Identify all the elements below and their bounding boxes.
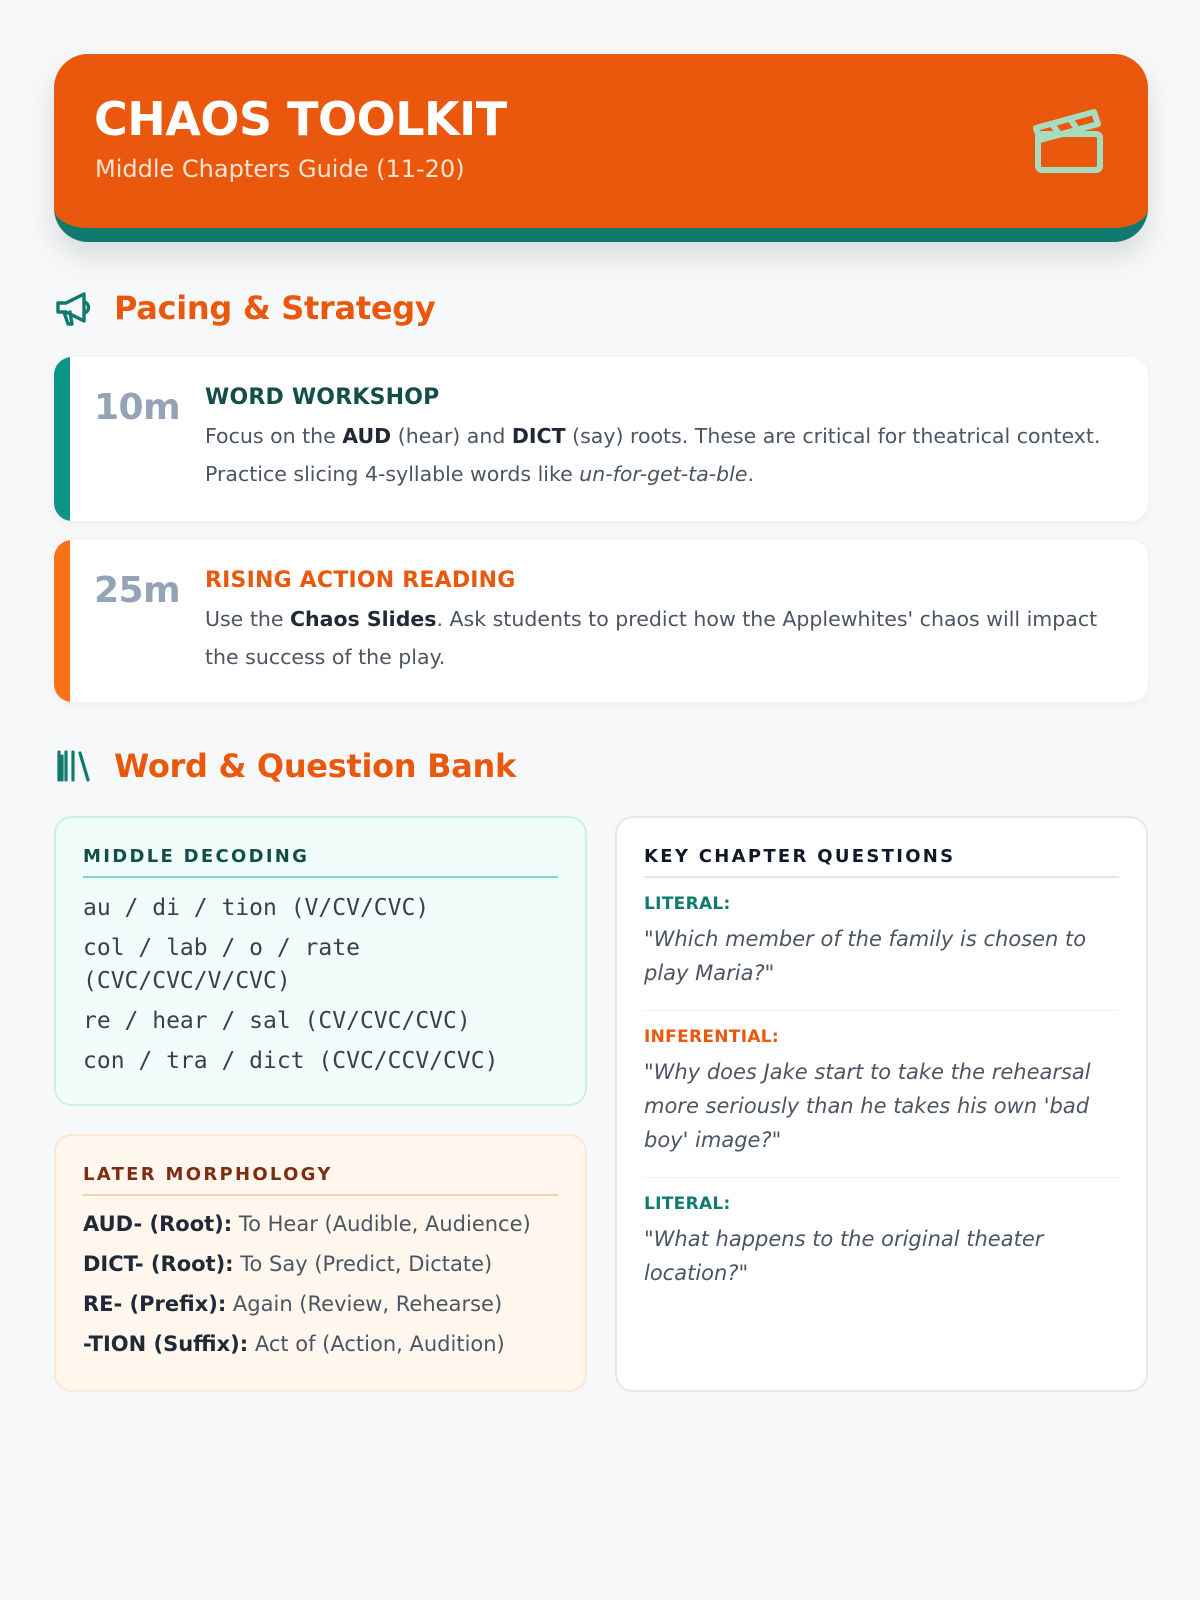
morphology-item: AUD- (Root): To Hear (Audible, Audience) [83, 1212, 531, 1236]
decoding-item: au / di / tion (V/CV/CVC) [83, 895, 430, 921]
pacing-label: WORD WORKSHOP [205, 385, 440, 410]
question-text: "Why does Jake start to take the rehearsal more seriously than he takes his own 'bad boy' image?" [644, 1060, 1091, 1152]
morphology-item: -TION (Suffix): Act of (Action, Audition) [83, 1332, 505, 1356]
bank-heading [54, 744, 516, 788]
pacing-time: 25m [94, 570, 181, 611]
box-title: MIDDLE DECODING [83, 846, 558, 878]
page-subtitle: Middle Chapters Guide (11-20) [95, 155, 465, 183]
bank-heading-text: Word & Question Bank [114, 747, 516, 785]
question-type: LITERAL: [644, 1194, 731, 1214]
key-chapter-questions-box [615, 816, 1148, 1392]
morphology-item: RE- (Prefix): Again (Review, Rehearse) [83, 1292, 503, 1316]
header-banner [54, 54, 1148, 242]
question-text: "Which member of the family is chosen to play Maria?" [644, 927, 1087, 985]
box-title: KEY CHAPTER QUESTIONS [644, 846, 1119, 878]
question-type: LITERAL: [644, 894, 731, 914]
pacing-time: 10m [94, 387, 181, 428]
pacing-heading-text: Pacing & Strategy [114, 289, 436, 327]
decoding-item: col / lab / o / rate (CVC/CVC/V/CVC) [83, 935, 360, 994]
middle-decoding-box [54, 816, 587, 1106]
pacing-body: Focus on the AUD (hear) and DICT (say) roots. These are critical for theatrical context. Practice slicing 4-syllable words like un-for-get-ta-ble. [205, 424, 1101, 486]
decoding-item: re / hear / sal (CV/CVC/CVC) [83, 1008, 471, 1034]
question-text: "What happens to the original theater location?" [644, 1227, 1044, 1285]
question-item [644, 1178, 1119, 1310]
pacing-body: Use the Chaos Slides. Ask students to predict how the Applewhites' chaos will impact the success of the play. [205, 607, 1098, 669]
page-title: CHAOS TOOLKIT [94, 92, 507, 146]
pacing-card-accent-bar [54, 540, 70, 702]
box-title: LATER MORPHOLOGY [83, 1164, 558, 1196]
question-item [644, 878, 1119, 1011]
later-morphology-box [54, 1134, 587, 1392]
decoding-item: con / tra / dict (CVC/CCV/CVC) [83, 1048, 499, 1074]
pacing-label: RISING ACTION READING [205, 568, 516, 593]
question-type: INFERENTIAL: [644, 1027, 780, 1047]
books-icon [54, 746, 94, 786]
pacing-card-rising-action [54, 540, 1148, 702]
decoding-list [83, 892, 558, 1078]
morphology-item: DICT- (Root): To Say (Predict, Dictate) [83, 1252, 493, 1276]
question-item [644, 1011, 1119, 1178]
morphology-list [83, 1209, 558, 1359]
pacing-heading [54, 286, 435, 330]
pacing-card-word-workshop [54, 357, 1148, 521]
megaphone-icon [54, 288, 94, 328]
pacing-card-accent-bar [54, 357, 70, 521]
clapperboard-icon [1030, 104, 1106, 176]
